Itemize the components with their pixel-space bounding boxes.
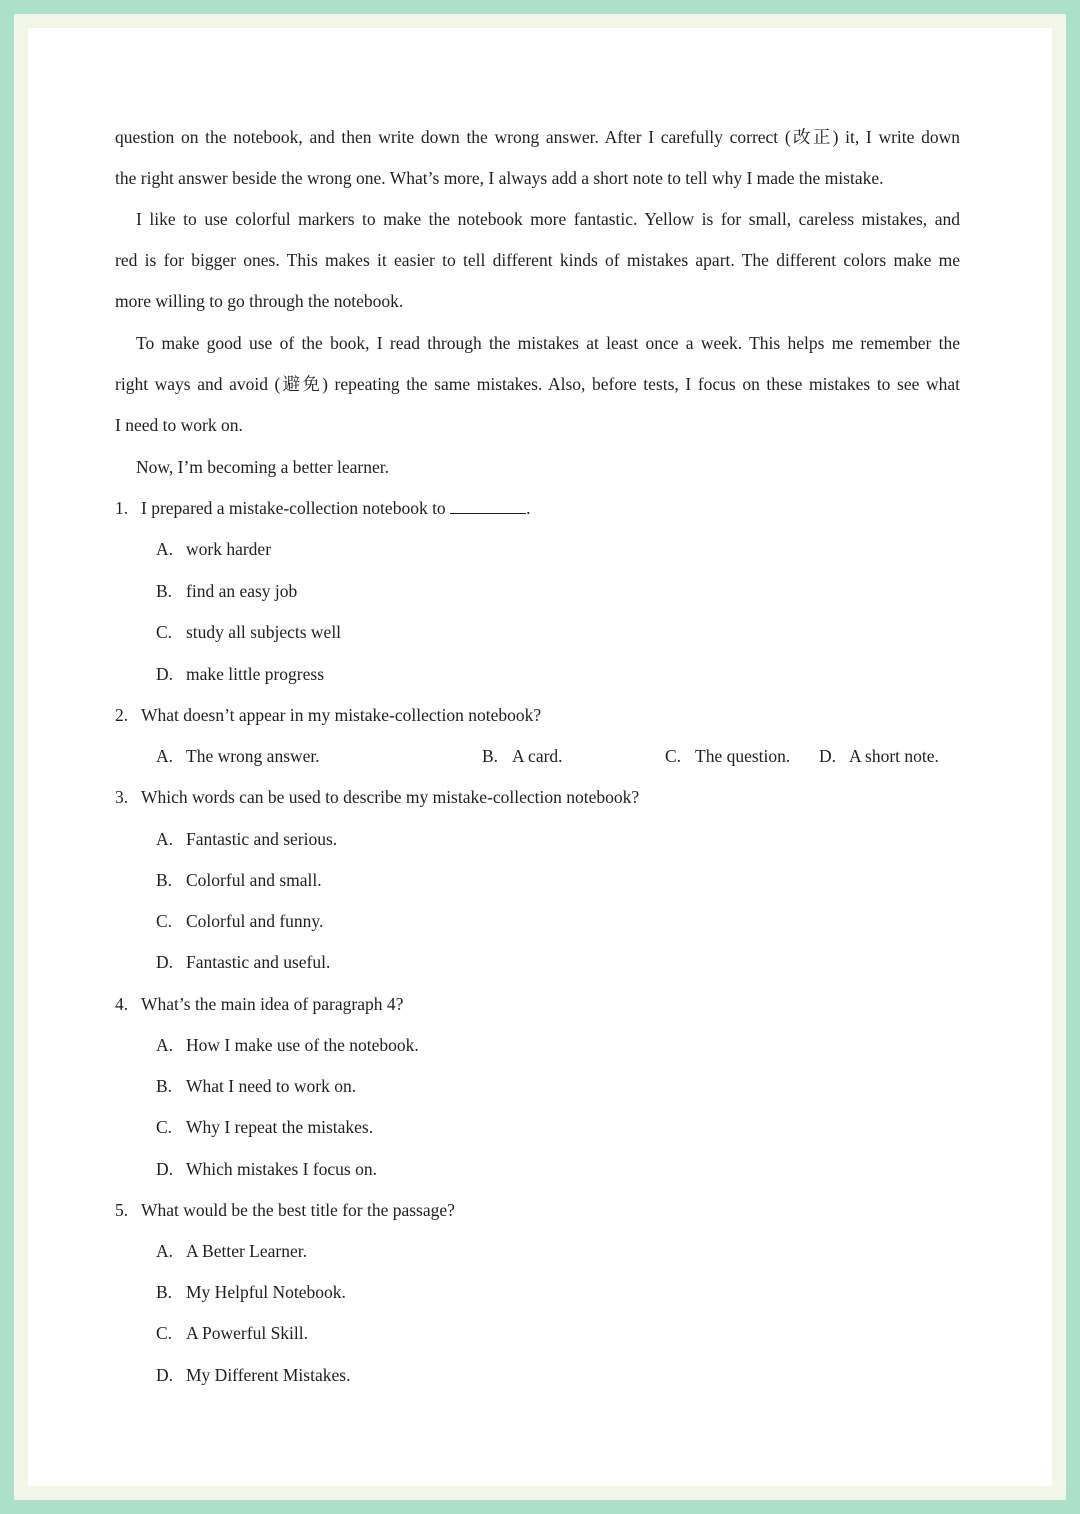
question-1-stem	[115, 497, 960, 519]
option-letter: A.	[156, 746, 174, 766]
option-5c	[156, 1322, 308, 1344]
question-text: Which words can be used to describe my mistake-collection notebook?	[141, 787, 640, 807]
option-3d	[156, 951, 330, 973]
question-text: What doesn’t appear in my mistake-collection notebook?	[141, 705, 542, 725]
option-text: How I make use of the notebook.	[186, 1035, 419, 1055]
option-letter: D.	[156, 1159, 174, 1179]
question-2-stem	[115, 704, 960, 726]
option-letter: D.	[156, 952, 174, 972]
question-number: 2.	[115, 705, 129, 725]
option-text: The wrong answer.	[186, 746, 320, 766]
question-text: What would be the best title for the passage?	[141, 1200, 455, 1220]
option-letter: B.	[156, 870, 173, 890]
option-letter: A.	[156, 539, 174, 559]
option-letter: B.	[156, 1282, 173, 1302]
option-letter: A.	[156, 1035, 174, 1055]
passage-line: red is for bigger ones. This makes it easier to tell different kinds of mistakes apart. The different colors make me	[115, 250, 960, 270]
passage-line: question on the notebook, and then write down the wrong answer. After I carefully correct (改正) it, I write down	[115, 127, 960, 147]
option-3a	[156, 828, 337, 850]
option-5a	[156, 1240, 307, 1262]
option-letter: A.	[156, 829, 174, 849]
option-letter: B.	[482, 746, 499, 766]
question-4-stem	[115, 993, 960, 1015]
option-1b	[156, 580, 297, 602]
question-3-stem	[115, 786, 960, 808]
option-letter: D.	[156, 1365, 174, 1385]
option-letter: C.	[156, 622, 173, 642]
option-text: Colorful and funny.	[186, 911, 324, 931]
option-text: A Better Learner.	[186, 1241, 307, 1261]
question-punctuation: .	[526, 498, 531, 518]
passage-line: right ways and avoid (避免) repeating the same mistakes. Also, before tests, I focus on these mistakes to see what	[115, 374, 960, 394]
option-letter: C.	[156, 1117, 173, 1137]
option-letter: A.	[156, 1241, 174, 1261]
option-text: make little progress	[186, 664, 325, 684]
option-2b	[482, 745, 563, 767]
option-2a	[156, 745, 320, 767]
question-5-stem	[115, 1199, 960, 1221]
option-3c	[156, 910, 323, 932]
passage-line: the right answer beside the wrong one. What’s more, I always add a short note to tell why I made the mistake.	[115, 168, 884, 188]
option-4d	[156, 1158, 377, 1180]
option-4a	[156, 1034, 419, 1056]
option-text: Which mistakes I focus on.	[186, 1159, 377, 1179]
passage-line: I need to work on.	[115, 415, 243, 435]
option-text: work harder	[186, 539, 272, 559]
option-4b	[156, 1075, 356, 1097]
option-2c	[665, 745, 790, 767]
option-1d	[156, 663, 324, 685]
option-3b	[156, 869, 322, 891]
passage-line: To make good use of the book, I read through the mistakes at least once a week. This helps me remember the	[136, 333, 960, 353]
option-5b	[156, 1281, 346, 1303]
option-text: study all subjects well	[186, 622, 342, 642]
option-letter: B.	[156, 581, 173, 601]
question-number: 3.	[115, 787, 129, 807]
option-letter: D.	[156, 664, 174, 684]
option-text: A short note.	[849, 746, 939, 766]
option-text: My Helpful Notebook.	[186, 1282, 346, 1302]
passage-line: I like to use colorful markers to make the notebook more fantastic. Yellow is for small, careless mistakes, and	[136, 209, 960, 229]
option-letter: C.	[665, 746, 682, 766]
option-text: Why I repeat the mistakes.	[186, 1117, 374, 1137]
option-text: My Different Mistakes.	[186, 1365, 351, 1385]
option-text: Colorful and small.	[186, 870, 322, 890]
option-2d	[819, 745, 939, 767]
passage-line: more willing to go through the notebook.	[115, 291, 404, 311]
option-text: The question.	[695, 746, 791, 766]
option-5d	[156, 1364, 350, 1386]
option-letter: C.	[156, 1323, 173, 1343]
answer-blank	[450, 499, 526, 514]
option-4c	[156, 1116, 373, 1138]
option-text: A Powerful Skill.	[186, 1323, 309, 1343]
question-text: I prepared a mistake-collection notebook to	[141, 498, 446, 518]
passage-line: Now, I’m becoming a better learner.	[136, 457, 389, 477]
option-text: Fantastic and useful.	[186, 952, 331, 972]
option-text: Fantastic and serious.	[186, 829, 338, 849]
option-text: A card.	[512, 746, 563, 766]
option-1c	[156, 621, 341, 643]
option-1a	[156, 538, 271, 560]
question-number: 4.	[115, 994, 129, 1014]
option-text: find an easy job	[186, 581, 298, 601]
option-letter: D.	[819, 746, 837, 766]
option-text: What I need to work on.	[186, 1076, 357, 1096]
question-number: 5.	[115, 1200, 129, 1220]
option-letter: B.	[156, 1076, 173, 1096]
question-text: What’s the main idea of paragraph 4?	[141, 994, 404, 1014]
option-letter: C.	[156, 911, 173, 931]
question-number: 1.	[115, 498, 129, 518]
